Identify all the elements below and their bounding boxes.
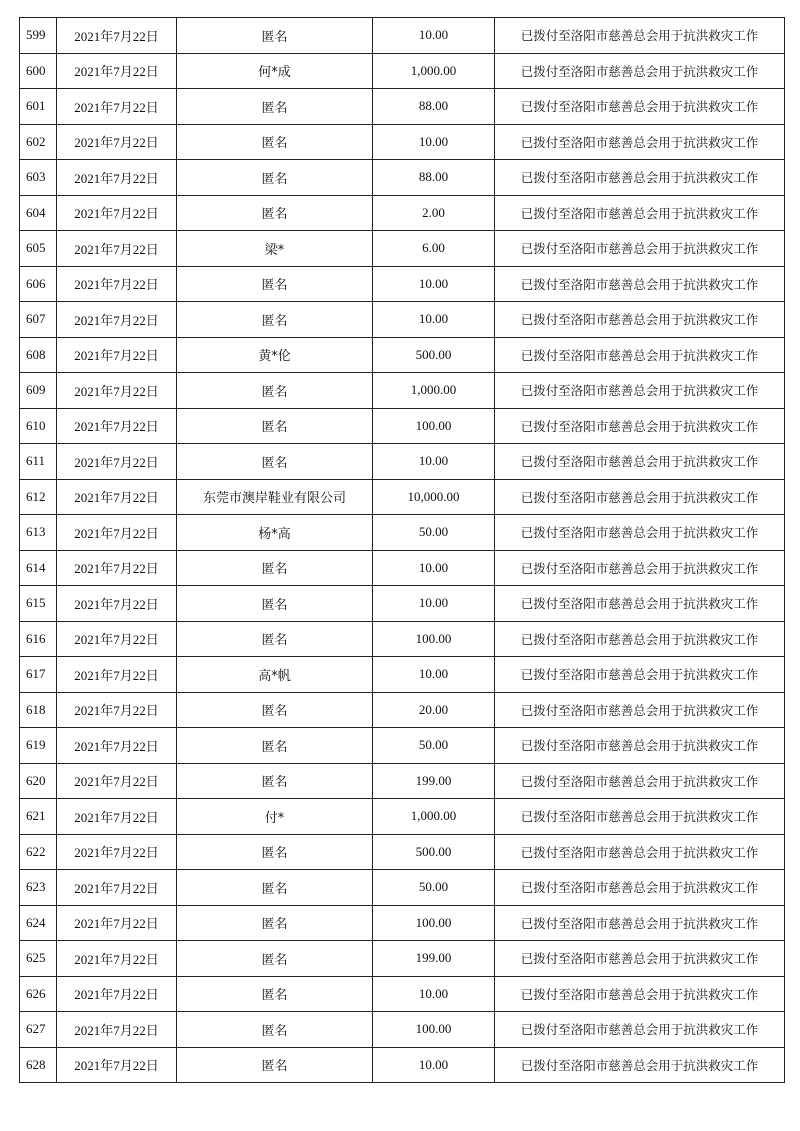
row-number-cell: 603	[20, 160, 57, 196]
fund-usage-cell: 已拨付至洛阳市慈善总会用于抗洪救灾工作	[495, 657, 785, 693]
table-row	[20, 799, 785, 835]
donor-name-cell: 梁*	[177, 231, 373, 267]
row-number-cell: 616	[20, 621, 57, 657]
fund-usage-cell: 已拨付至洛阳市慈善总会用于抗洪救灾工作	[495, 1047, 785, 1083]
donation-amount-cell: 50.00	[373, 870, 495, 906]
table-row	[20, 124, 785, 160]
donor-name-cell: 匿名	[177, 195, 373, 231]
fund-usage-cell: 已拨付至洛阳市慈善总会用于抗洪救灾工作	[495, 479, 785, 515]
table-row	[20, 692, 785, 728]
fund-usage-cell: 已拨付至洛阳市慈善总会用于抗洪救灾工作	[495, 1012, 785, 1048]
donor-name-cell: 匿名	[177, 89, 373, 125]
fund-usage-cell: 已拨付至洛阳市慈善总会用于抗洪救灾工作	[495, 124, 785, 160]
donation-date-cell: 2021年7月22日	[57, 586, 177, 622]
donation-date-cell: 2021年7月22日	[57, 621, 177, 657]
table-row	[20, 266, 785, 302]
table-row	[20, 1012, 785, 1048]
donation-amount-cell: 10.00	[373, 586, 495, 622]
fund-usage-cell: 已拨付至洛阳市慈善总会用于抗洪救灾工作	[495, 195, 785, 231]
donor-name-cell: 匿名	[177, 373, 373, 409]
table-row	[20, 976, 785, 1012]
donation-amount-cell: 100.00	[373, 408, 495, 444]
donation-date-cell: 2021年7月22日	[57, 266, 177, 302]
table-row	[20, 728, 785, 764]
donation-date-cell: 2021年7月22日	[57, 834, 177, 870]
donor-name-cell: 高*帆	[177, 657, 373, 693]
donation-amount-cell: 6.00	[373, 231, 495, 267]
table-row	[20, 18, 785, 54]
donation-amount-cell: 1,000.00	[373, 53, 495, 89]
row-number-cell: 621	[20, 799, 57, 835]
table-row	[20, 195, 785, 231]
table-row	[20, 408, 785, 444]
donation-date-cell: 2021年7月22日	[57, 692, 177, 728]
donation-date-cell: 2021年7月22日	[57, 728, 177, 764]
row-number-cell: 628	[20, 1047, 57, 1083]
donation-amount-cell: 10.00	[373, 976, 495, 1012]
donation-date-cell: 2021年7月22日	[57, 195, 177, 231]
donation-table	[19, 17, 785, 1083]
donor-name-cell: 匿名	[177, 728, 373, 764]
fund-usage-cell: 已拨付至洛阳市慈善总会用于抗洪救灾工作	[495, 621, 785, 657]
fund-usage-cell: 已拨付至洛阳市慈善总会用于抗洪救灾工作	[495, 976, 785, 1012]
row-number-cell: 615	[20, 586, 57, 622]
donor-name-cell: 匿名	[177, 160, 373, 196]
fund-usage-cell: 已拨付至洛阳市慈善总会用于抗洪救灾工作	[495, 586, 785, 622]
fund-usage-cell: 已拨付至洛阳市慈善总会用于抗洪救灾工作	[495, 515, 785, 551]
row-number-cell: 619	[20, 728, 57, 764]
row-number-cell: 599	[20, 18, 57, 54]
fund-usage-cell: 已拨付至洛阳市慈善总会用于抗洪救灾工作	[495, 231, 785, 267]
row-number-cell: 606	[20, 266, 57, 302]
fund-usage-cell: 已拨付至洛阳市慈善总会用于抗洪救灾工作	[495, 728, 785, 764]
donor-name-cell: 匿名	[177, 124, 373, 160]
table-row	[20, 373, 785, 409]
donor-name-cell: 匿名	[177, 586, 373, 622]
donor-name-cell: 匿名	[177, 18, 373, 54]
donation-date-cell: 2021年7月22日	[57, 160, 177, 196]
table-row	[20, 444, 785, 480]
donation-date-cell: 2021年7月22日	[57, 337, 177, 373]
donor-name-cell: 匿名	[177, 444, 373, 480]
donor-name-cell: 匿名	[177, 1047, 373, 1083]
donation-date-cell: 2021年7月22日	[57, 18, 177, 54]
donation-table-body	[20, 18, 785, 1083]
table-row	[20, 53, 785, 89]
donation-amount-cell: 10,000.00	[373, 479, 495, 515]
table-row	[20, 941, 785, 977]
table-row	[20, 302, 785, 338]
donor-name-cell: 东莞市澳岸鞋业有限公司	[177, 479, 373, 515]
donation-amount-cell: 2.00	[373, 195, 495, 231]
donation-date-cell: 2021年7月22日	[57, 976, 177, 1012]
donation-amount-cell: 199.00	[373, 941, 495, 977]
donation-amount-cell: 10.00	[373, 657, 495, 693]
donation-amount-cell: 10.00	[373, 302, 495, 338]
row-number-cell: 600	[20, 53, 57, 89]
donor-name-cell: 匿名	[177, 834, 373, 870]
donation-amount-cell: 10.00	[373, 444, 495, 480]
fund-usage-cell: 已拨付至洛阳市慈善总会用于抗洪救灾工作	[495, 18, 785, 54]
table-row	[20, 657, 785, 693]
fund-usage-cell: 已拨付至洛阳市慈善总会用于抗洪救灾工作	[495, 408, 785, 444]
donor-name-cell: 匿名	[177, 302, 373, 338]
fund-usage-cell: 已拨付至洛阳市慈善总会用于抗洪救灾工作	[495, 550, 785, 586]
table-row	[20, 89, 785, 125]
donor-name-cell: 黄*伦	[177, 337, 373, 373]
row-number-cell: 605	[20, 231, 57, 267]
row-number-cell: 611	[20, 444, 57, 480]
row-number-cell: 608	[20, 337, 57, 373]
donation-amount-cell: 88.00	[373, 160, 495, 196]
row-number-cell: 626	[20, 976, 57, 1012]
donor-name-cell: 匿名	[177, 905, 373, 941]
donation-amount-cell: 1,000.00	[373, 373, 495, 409]
donation-amount-cell: 10.00	[373, 1047, 495, 1083]
row-number-cell: 617	[20, 657, 57, 693]
row-number-cell: 618	[20, 692, 57, 728]
table-row	[20, 160, 785, 196]
table-row	[20, 763, 785, 799]
row-number-cell: 625	[20, 941, 57, 977]
donor-name-cell: 匿名	[177, 621, 373, 657]
row-number-cell: 601	[20, 89, 57, 125]
table-row	[20, 550, 785, 586]
fund-usage-cell: 已拨付至洛阳市慈善总会用于抗洪救灾工作	[495, 302, 785, 338]
donation-amount-cell: 10.00	[373, 266, 495, 302]
donation-amount-cell: 500.00	[373, 337, 495, 373]
fund-usage-cell: 已拨付至洛阳市慈善总会用于抗洪救灾工作	[495, 799, 785, 835]
fund-usage-cell: 已拨付至洛阳市慈善总会用于抗洪救灾工作	[495, 89, 785, 125]
row-number-cell: 607	[20, 302, 57, 338]
fund-usage-cell: 已拨付至洛阳市慈善总会用于抗洪救灾工作	[495, 870, 785, 906]
donation-amount-cell: 199.00	[373, 763, 495, 799]
donor-name-cell: 匿名	[177, 941, 373, 977]
row-number-cell: 612	[20, 479, 57, 515]
table-row	[20, 621, 785, 657]
table-row	[20, 870, 785, 906]
row-number-cell: 627	[20, 1012, 57, 1048]
donation-date-cell: 2021年7月22日	[57, 763, 177, 799]
donor-name-cell: 匿名	[177, 692, 373, 728]
row-number-cell: 609	[20, 373, 57, 409]
table-row	[20, 586, 785, 622]
table-row	[20, 1047, 785, 1083]
row-number-cell: 620	[20, 763, 57, 799]
donation-date-cell: 2021年7月22日	[57, 124, 177, 160]
donor-name-cell: 匿名	[177, 408, 373, 444]
donation-date-cell: 2021年7月22日	[57, 53, 177, 89]
donation-amount-cell: 50.00	[373, 515, 495, 551]
donation-date-cell: 2021年7月22日	[57, 479, 177, 515]
table-row	[20, 515, 785, 551]
donation-date-cell: 2021年7月22日	[57, 373, 177, 409]
fund-usage-cell: 已拨付至洛阳市慈善总会用于抗洪救灾工作	[495, 160, 785, 196]
row-number-cell: 602	[20, 124, 57, 160]
table-row	[20, 479, 785, 515]
donation-date-cell: 2021年7月22日	[57, 1012, 177, 1048]
donation-date-cell: 2021年7月22日	[57, 515, 177, 551]
donation-amount-cell: 100.00	[373, 1012, 495, 1048]
donor-name-cell: 匿名	[177, 1012, 373, 1048]
row-number-cell: 604	[20, 195, 57, 231]
donor-name-cell: 付*	[177, 799, 373, 835]
donation-date-cell: 2021年7月22日	[57, 799, 177, 835]
donor-name-cell: 匿名	[177, 266, 373, 302]
fund-usage-cell: 已拨付至洛阳市慈善总会用于抗洪救灾工作	[495, 763, 785, 799]
donation-amount-cell: 20.00	[373, 692, 495, 728]
fund-usage-cell: 已拨付至洛阳市慈善总会用于抗洪救灾工作	[495, 266, 785, 302]
donor-name-cell: 杨*高	[177, 515, 373, 551]
row-number-cell: 623	[20, 870, 57, 906]
table-row	[20, 231, 785, 267]
row-number-cell: 613	[20, 515, 57, 551]
donation-amount-cell: 10.00	[373, 124, 495, 160]
donation-date-cell: 2021年7月22日	[57, 1047, 177, 1083]
donation-date-cell: 2021年7月22日	[57, 408, 177, 444]
donor-name-cell: 何*成	[177, 53, 373, 89]
donation-date-cell: 2021年7月22日	[57, 905, 177, 941]
table-row	[20, 337, 785, 373]
fund-usage-cell: 已拨付至洛阳市慈善总会用于抗洪救灾工作	[495, 692, 785, 728]
table-row	[20, 905, 785, 941]
donation-date-cell: 2021年7月22日	[57, 550, 177, 586]
donor-name-cell: 匿名	[177, 870, 373, 906]
donation-date-cell: 2021年7月22日	[57, 444, 177, 480]
donation-amount-cell: 50.00	[373, 728, 495, 764]
donation-date-cell: 2021年7月22日	[57, 302, 177, 338]
donor-name-cell: 匿名	[177, 763, 373, 799]
donor-name-cell: 匿名	[177, 550, 373, 586]
fund-usage-cell: 已拨付至洛阳市慈善总会用于抗洪救灾工作	[495, 905, 785, 941]
donor-name-cell: 匿名	[177, 976, 373, 1012]
table-row	[20, 834, 785, 870]
fund-usage-cell: 已拨付至洛阳市慈善总会用于抗洪救灾工作	[495, 373, 785, 409]
donation-date-cell: 2021年7月22日	[57, 941, 177, 977]
row-number-cell: 624	[20, 905, 57, 941]
donation-date-cell: 2021年7月22日	[57, 231, 177, 267]
fund-usage-cell: 已拨付至洛阳市慈善总会用于抗洪救灾工作	[495, 53, 785, 89]
fund-usage-cell: 已拨付至洛阳市慈善总会用于抗洪救灾工作	[495, 941, 785, 977]
fund-usage-cell: 已拨付至洛阳市慈善总会用于抗洪救灾工作	[495, 444, 785, 480]
fund-usage-cell: 已拨付至洛阳市慈善总会用于抗洪救灾工作	[495, 337, 785, 373]
row-number-cell: 622	[20, 834, 57, 870]
donation-date-cell: 2021年7月22日	[57, 657, 177, 693]
donation-amount-cell: 500.00	[373, 834, 495, 870]
fund-usage-cell: 已拨付至洛阳市慈善总会用于抗洪救灾工作	[495, 834, 785, 870]
donation-amount-cell: 10.00	[373, 550, 495, 586]
donation-amount-cell: 10.00	[373, 18, 495, 54]
donation-date-cell: 2021年7月22日	[57, 870, 177, 906]
donation-amount-cell: 1,000.00	[373, 799, 495, 835]
donation-date-cell: 2021年7月22日	[57, 89, 177, 125]
row-number-cell: 614	[20, 550, 57, 586]
donation-amount-cell: 88.00	[373, 89, 495, 125]
row-number-cell: 610	[20, 408, 57, 444]
donation-amount-cell: 100.00	[373, 621, 495, 657]
donation-amount-cell: 100.00	[373, 905, 495, 941]
